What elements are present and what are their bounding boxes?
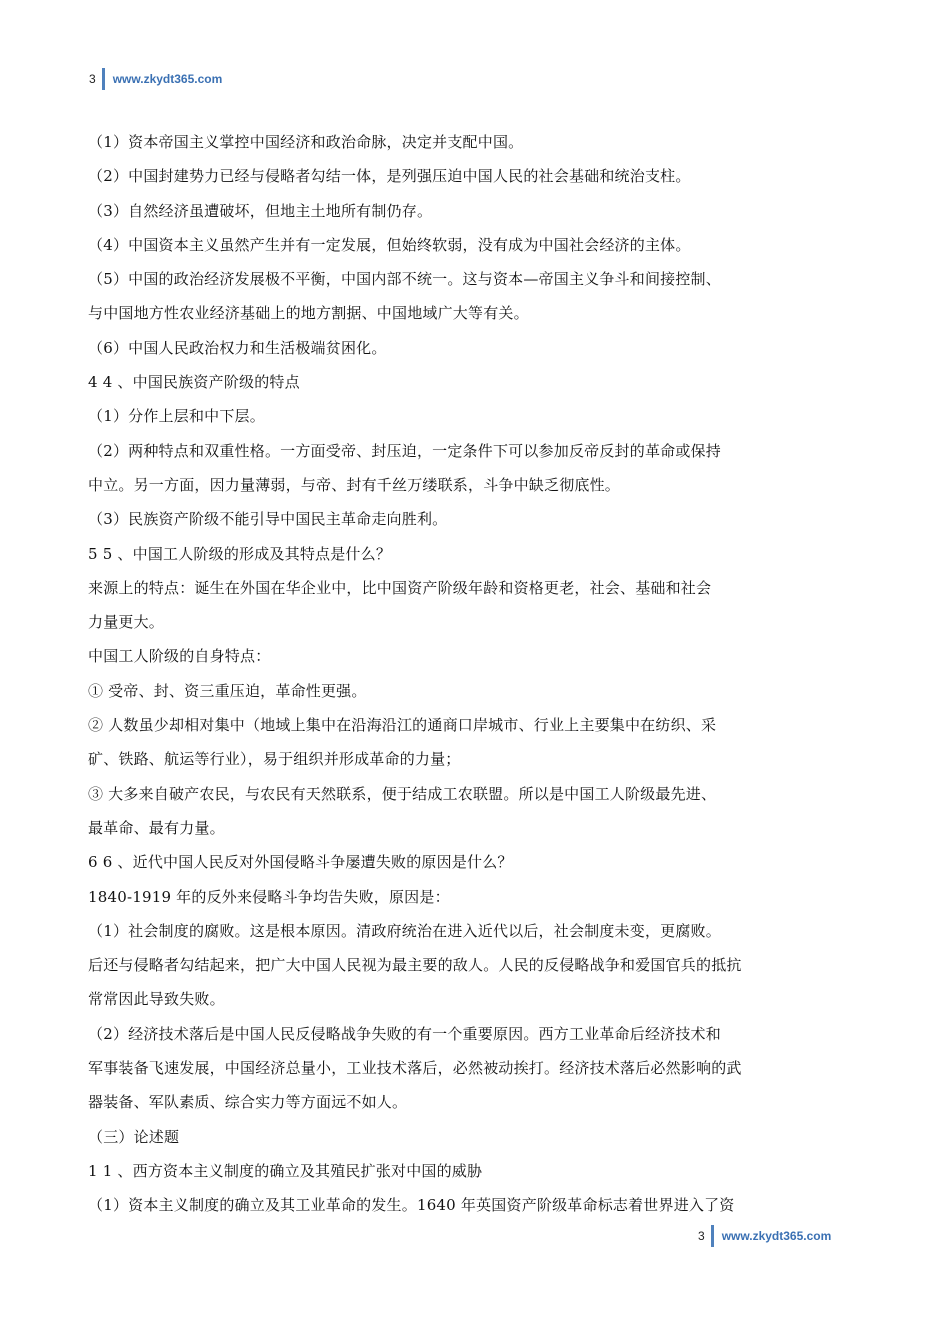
- text-line: 1840-1919 年的反外来侵略斗争均告失败，原因是：: [88, 887, 450, 906]
- text-line: （6）中国人民政治权力和生活极端贫困化。: [88, 338, 387, 357]
- document-body: [88, 125, 856, 1223]
- text-line: 力量更大。: [88, 613, 165, 632]
- section-heading: 5 5 、中国工人阶级的形成及其特点是什么？: [88, 544, 392, 563]
- text-line: 中国工人阶级的自身特点：: [88, 647, 271, 666]
- text-line: （3）民族资产阶级不能引导中国民主革命走向胜利。: [88, 510, 448, 529]
- text-line: （1）资本主义制度的确立及其工业革命的发生。1640 年英国资产阶级革命标志着世界进入了资: [88, 1196, 735, 1215]
- text-line: （2）经济技术落后是中国人民反侵略战争失败的有一个重要原因。西方工业革命后经济技术和: [88, 1024, 721, 1043]
- text-line: （1）资本帝国主义掌控中国经济和政治命脉，决定并支配中国。: [88, 133, 524, 151]
- header-divider: [102, 68, 105, 90]
- footer-divider: [711, 1225, 714, 1247]
- text-line: ① 受帝、封、资三重压迫，革命性更强。: [88, 681, 367, 700]
- text-line: （2）中国封建势力已经与侵略者勾结一体，是列强压迫中国人民的社会基础和统治支柱。: [88, 167, 691, 186]
- header-site-link[interactable]: www.zkydt365.com: [112, 72, 223, 86]
- text-line: 器装备、军队素质、综合实力等方面远不如人。: [88, 1093, 408, 1112]
- text-line: 矿、铁路、航运等行业），易于组织并形成革命的力量；: [88, 750, 461, 769]
- text-line: 中立。另一方面，因力量薄弱，与帝、封有千丝万缕联系，斗争中缺乏彻底性。: [88, 475, 621, 494]
- footer-site-link[interactable]: www.zkydt365.com: [721, 1229, 832, 1243]
- text-line: （4）中国资本主义虽然产生并有一定发展，但始终软弱，没有成为中国社会经济的主体。: [88, 235, 691, 254]
- section-heading: 4 4 、中国民族资产阶级的特点: [88, 373, 300, 392]
- page-header: [89, 68, 222, 90]
- text-line: 与中国地方性农业经济基础上的地方割据、中国地域广大等有关。: [88, 304, 529, 323]
- text-line: 常常因此导致失败。: [88, 990, 225, 1009]
- header-page-number: 3: [89, 72, 96, 86]
- text-line: 来源上的特点：诞生在外国在华企业中，比中国资产阶级年龄和资格更老，社会、基础和社会: [88, 578, 712, 597]
- text-line: 军事装备飞速发展，中国经济总量小，工业技术落后，必然被动挨打。经济技术落后必然影响的武: [88, 1059, 742, 1078]
- text-line: （3）自然经济虽遭破坏，但地主土地所有制仍存。: [88, 201, 433, 220]
- footer-page-number: 3: [698, 1229, 705, 1243]
- text-line: 后还与侵略者勾结起来，把广大中国人民视为最主要的敌人。人民的反侵略战争和爱国官兵的抵抗: [88, 956, 742, 975]
- page-footer: [698, 1225, 831, 1247]
- text-line: （5）中国的政治经济发展极不平衡，中国内部不统一。这与资本—帝国主义争斗和间接控制、: [88, 270, 721, 289]
- text-line: （2）两种特点和双重性格。一方面受帝、封压迫，一定条件下可以参加反帝反封的革命或保持: [88, 441, 721, 460]
- section-heading: 1 1 、西方资本主义制度的确立及其殖民扩张对中国的威胁: [88, 1161, 483, 1180]
- text-line: ③ 大多来自破产农民，与农民有天然联系，便于结成工农联盟。所以是中国工人阶级最先进、: [88, 784, 717, 803]
- text-line: 最革命、最有力量。: [88, 818, 225, 837]
- text-line: （1）社会制度的腐败。这是根本原因。清政府统治在进入近代以后，社会制度未变，更腐败。: [88, 921, 721, 940]
- text-line: ② 人数虽少却相对集中（地域上集中在沿海沿江的通商口岸城市、行业上主要集中在纺织、采: [88, 716, 717, 735]
- section-heading: 6 6 、近代中国人民反对外国侵略斗争屡遭失败的原因是什么？: [88, 853, 513, 872]
- section-heading: （三）论述题: [88, 1127, 180, 1146]
- text-line: （1）分作上层和中下层。: [88, 407, 265, 426]
